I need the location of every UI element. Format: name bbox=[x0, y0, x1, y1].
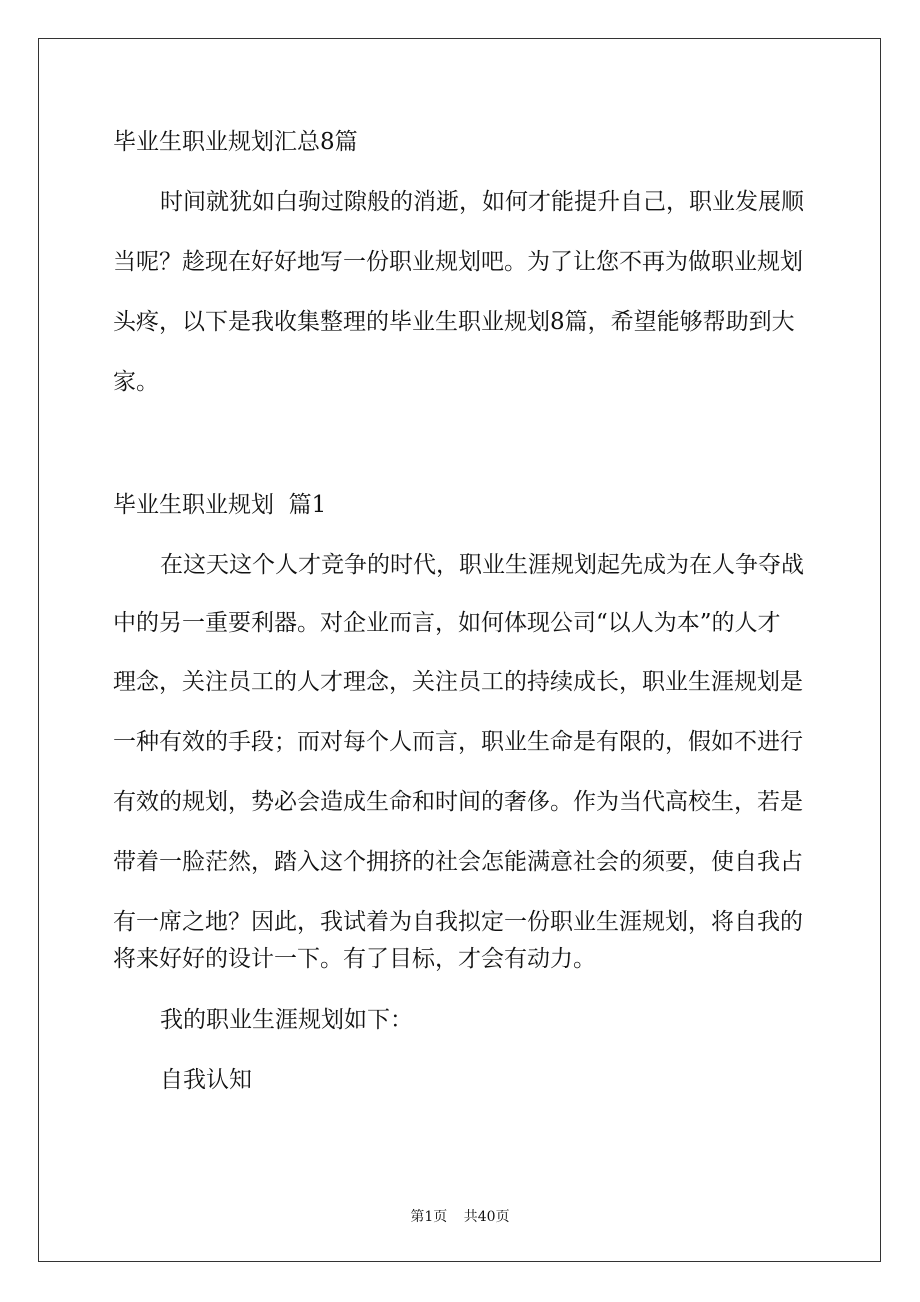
intro-line-4: 家。 bbox=[113, 369, 159, 395]
document-title: 毕业生职业规划汇总8篇 bbox=[113, 129, 358, 155]
page-number: 第1页 bbox=[410, 1209, 448, 1225]
section-line-1: 在这天这个人才竞争的时代，职业生涯规划起先成为在人争夺战 bbox=[160, 552, 804, 578]
section-line-8: 将来好好的设计一下。有了目标，才会有动力。 bbox=[113, 946, 596, 972]
section-line-2: 中的另一重要利器。对企业而言，如何体现公司“以人为本”的人才 bbox=[113, 610, 781, 636]
section-line-3: 理念，关注员工的人才理念，关注员工的持续成长，职业生涯规划是 bbox=[113, 669, 803, 695]
intro-line-3: 头疼，以下是我收集整理的毕业生职业规划8篇，希望能够帮助到大 bbox=[113, 309, 795, 335]
intro-line-2: 当呢？趁现在好好地写一份职业规划吧。为了让您不再为做职业规划 bbox=[113, 249, 803, 275]
section-heading: 毕业生职业规划 篇1 bbox=[113, 492, 327, 518]
section-line-7: 有一席之地？因此，我试着为自我拟定一份职业生涯规划，将自我的 bbox=[113, 909, 803, 935]
section-line-4: 一种有效的手段；而对每个人而言，职业生命是有限的，假如不进行 bbox=[113, 729, 803, 755]
section-line-5: 有效的规划，势必会造成生命和时间的奢侈。作为当代高校生，若是 bbox=[113, 789, 803, 815]
section-line-6: 带着一脸茫然，踏入这个拥挤的社会怎能满意社会的须要，使自我占 bbox=[113, 849, 803, 875]
subheading-self-awareness: 自我认知 bbox=[160, 1067, 252, 1093]
plan-intro: 我的职业生涯规划如下： bbox=[160, 1007, 413, 1033]
page-total: 共40页 bbox=[463, 1209, 510, 1225]
intro-line-1: 时间就犹如白驹过隙般的消逝，如何才能提升自己，职业发展顺 bbox=[160, 189, 804, 215]
page-footer bbox=[0, 1206, 920, 1226]
